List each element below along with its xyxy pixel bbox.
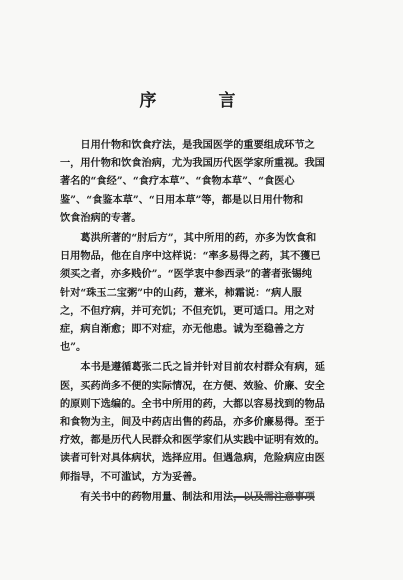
text-line: 一，用什物和饮食治病，尤为我国历代医学家所重视。我国 [60,157,325,170]
text-line [60,488,382,506]
text-line: 之，不但疗病，并可充饥；不但充饥，更可适口。用之对 [60,304,315,317]
text-line: 的原则下选编的。全书中所用的药，大都以容易找到的物品 [60,397,325,410]
text-line: 本书是遵循葛张二氏之旨并针对目前农村群众有病，延 [80,361,325,374]
text-line: 也”。 [60,341,87,354]
text-line: 日用什物和饮食疗法，是我国医学的重要组成环节之 [80,139,315,151]
text-line: 针对“珠玉二宝粥”中的山药，薏米，柿霜说：“病人服 [60,286,302,299]
text-segment: 有关书中的药物用量、制法和用法 [80,490,234,503]
struck-text: ，以及需注意事项 [233,490,315,503]
text-line: 日用物品，他在自序中这样说：“率多易得之药，其不獲已 [60,250,321,263]
text-line: 医，买药尚多不便的实际情况，在方便、效验、价廉、安全 [60,379,325,392]
text-line: 师指导，不可滥试，方为妥善。 [60,470,203,483]
text-line: 著名的“食经”、“食疗本草”、“食物本草”、“食医心 [60,175,295,188]
text-line: 读者可针对具体病状，选择应用。但遇急病，危险病应由医 [60,452,325,465]
text-line: 症，病自渐愈；即不对症，亦无他患。诚为至稳善之方 [60,323,305,336]
paragraph-3 [60,358,382,485]
paragraph-2 [60,229,382,356]
page-title: 序 言 [139,91,264,111]
preface-body [60,136,382,508]
text-line: 和食物为主，间及中药店出售的药品，亦多价廉易得。至于 [60,416,325,429]
paragraph-1 [60,136,382,227]
text-line: 疗效，都是历代人民群众和医学家们从实践中证明有效的。 [60,434,325,447]
text-line: 须买之者，亦多贱价”。“医学衷中参西录”的著者张锡纯 [60,268,312,281]
paragraph-4 [60,488,382,506]
text-line: 葛洪所著的“肘后方”，其中所用的药，亦多为饮食和 [80,232,317,245]
text-line: 鉴”、“食鉴本草”、“日用本草”等，都是以日用什物和 [60,193,304,206]
text-line: 饮食治病的专著。 [60,211,142,224]
